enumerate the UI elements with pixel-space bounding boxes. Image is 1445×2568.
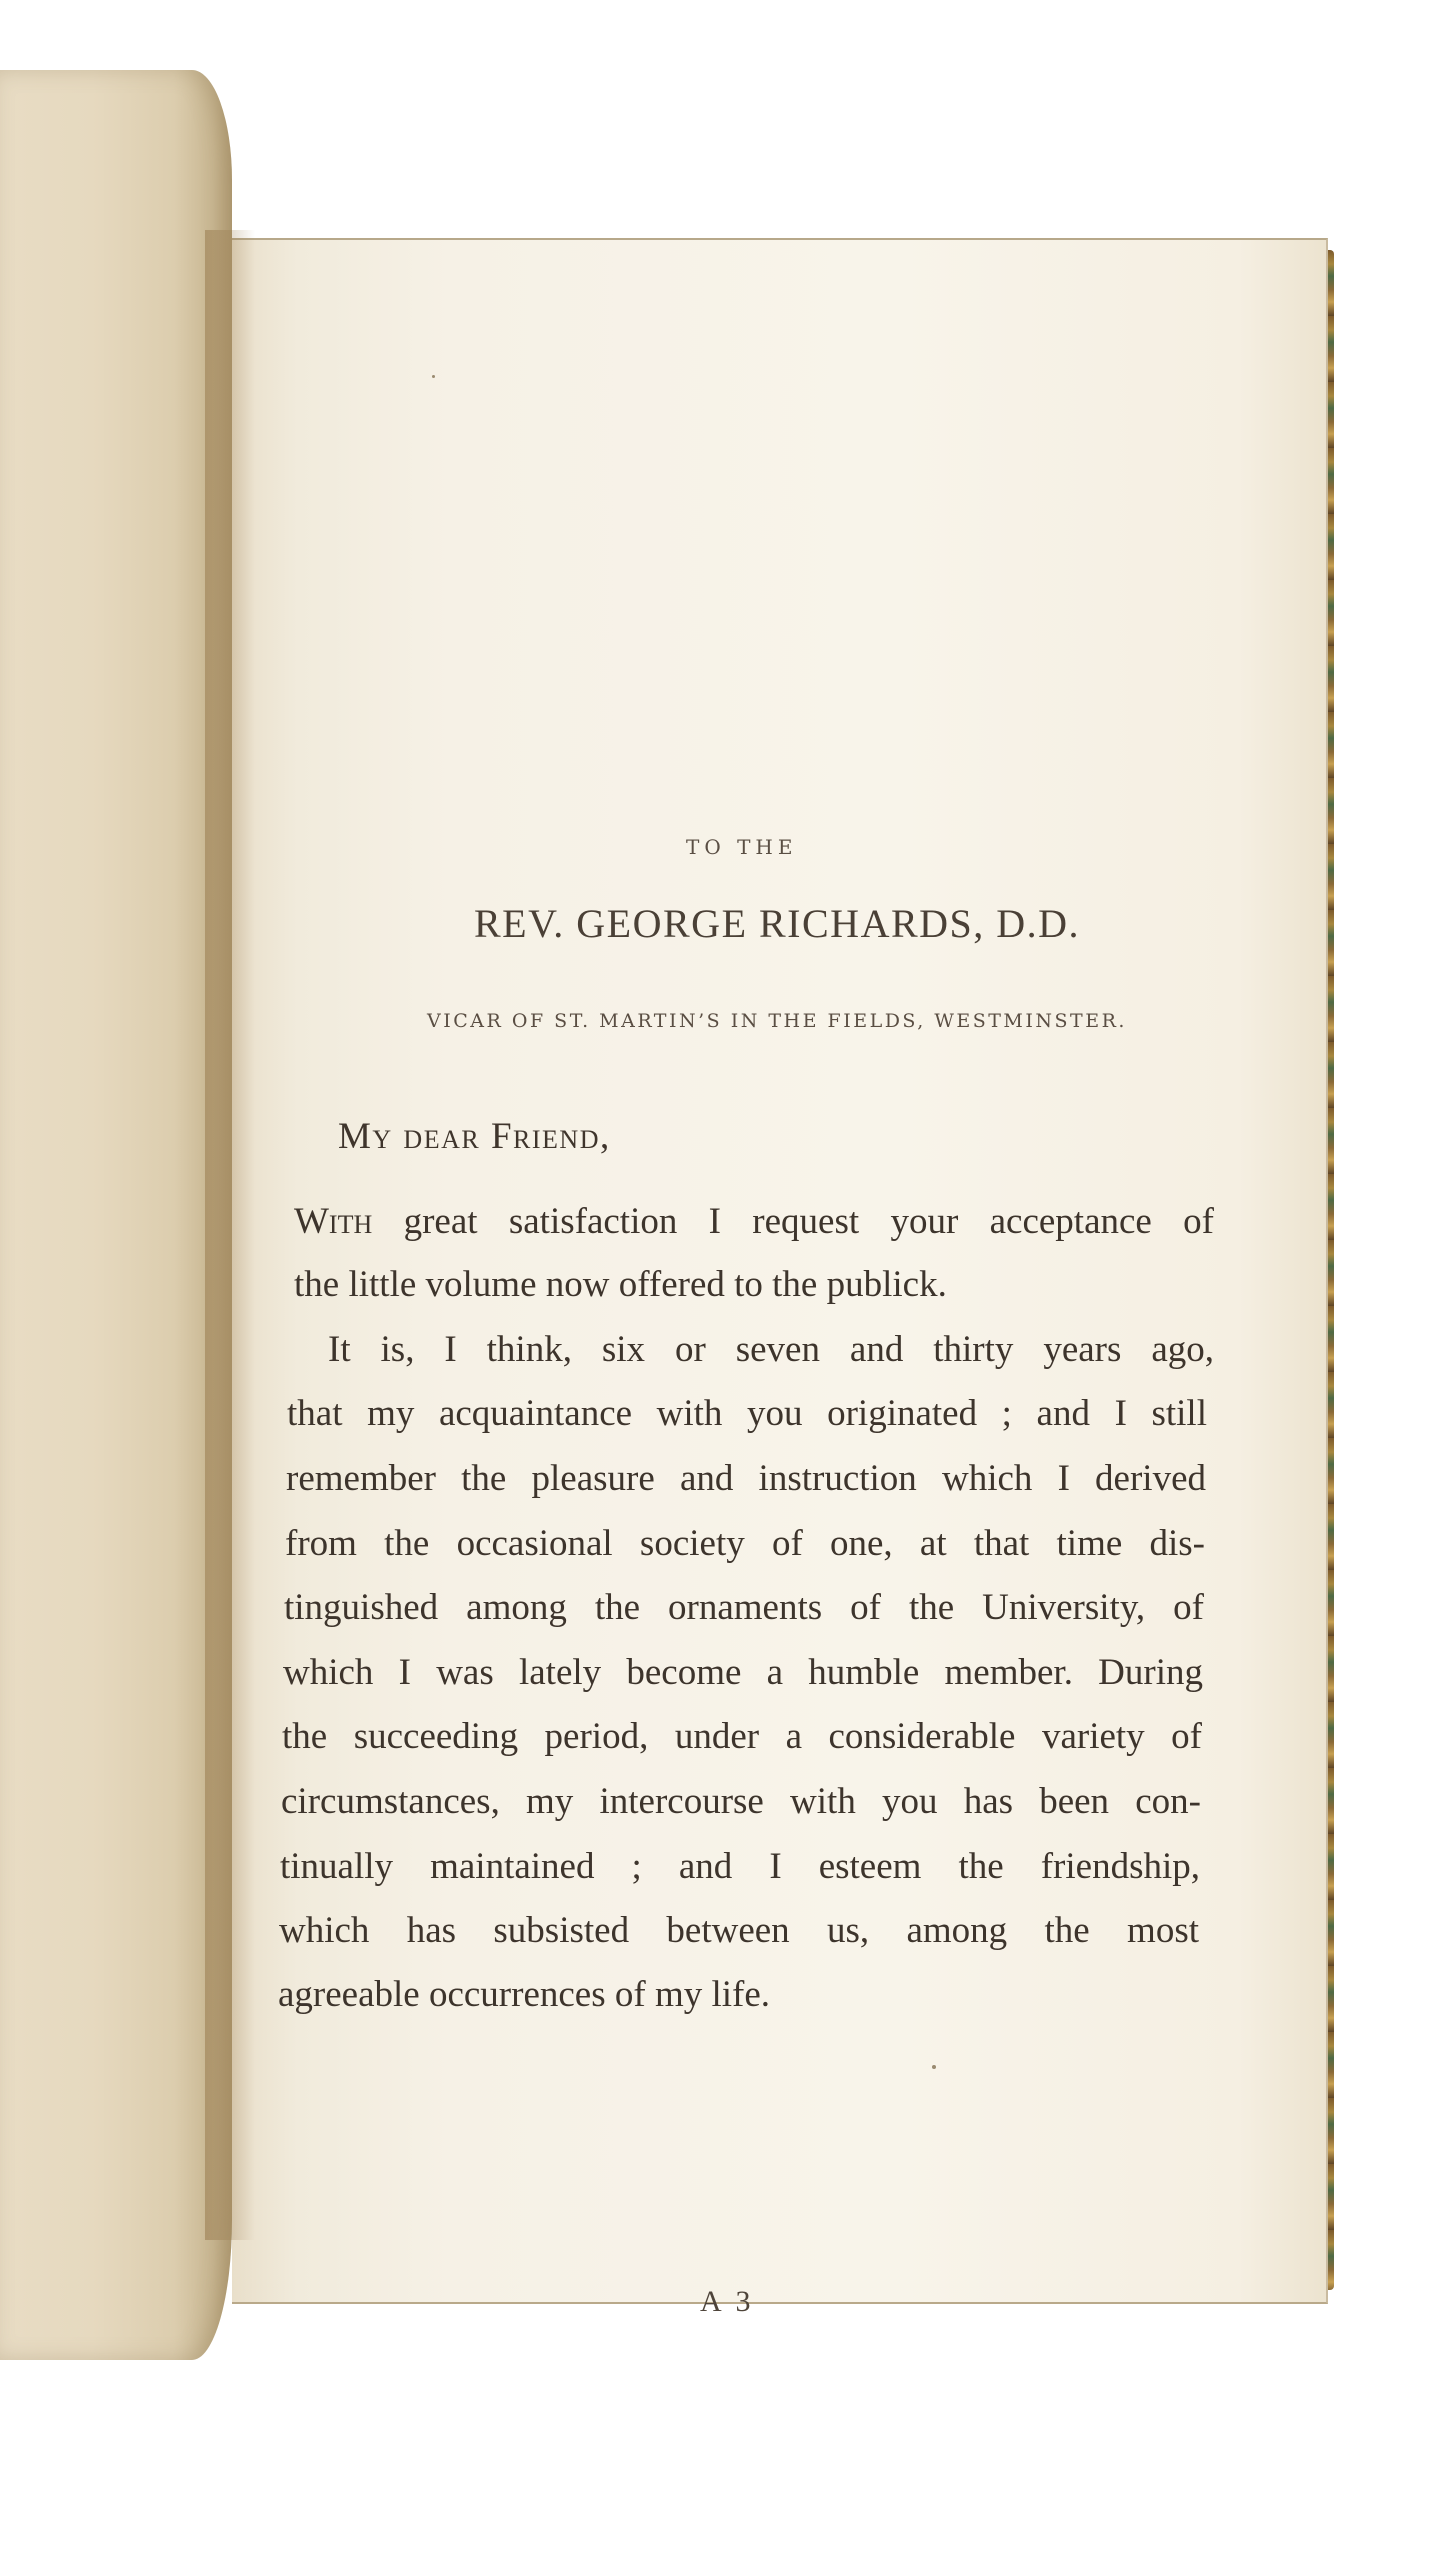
letter-line: from the occasional society of one, at that time dis- xyxy=(285,1523,1205,1564)
letter-line: that my acquaintance with you originated ; and I still xyxy=(287,1393,1207,1434)
letter-line: the little volume now offered to the publick. xyxy=(294,1264,947,1305)
letter-line: which has subsisted between us, among the most xyxy=(279,1910,1199,1951)
paper-speck xyxy=(932,2065,936,2069)
signature-mark: A 3 xyxy=(700,2285,755,2318)
letter-line: tinually maintained ; and I esteem the friendship, xyxy=(280,1846,1200,1887)
left-page xyxy=(0,70,232,2360)
letter-line xyxy=(294,1200,1214,1243)
letter-line: circumstances, my intercourse with you has been con- xyxy=(281,1781,1201,1822)
salutation: My dear Friend, xyxy=(338,1116,611,1157)
dedicatee-office: VICAR OF ST. MARTIN’S IN THE FIELDS, WESTMINSTER. xyxy=(427,1010,1127,1032)
opening-word: With xyxy=(294,1201,373,1242)
letter-line: tinguished among the ornaments of the University, of xyxy=(284,1587,1204,1628)
dedicatee-name: REV. GEORGE RICHARDS, D.D. xyxy=(473,901,1081,946)
letter-line: remember the pleasure and instruction which I derived xyxy=(286,1458,1206,1499)
right-page xyxy=(232,238,1328,2318)
letter-line: the succeeding period, under a considerable variety of xyxy=(282,1716,1202,1757)
gutter-shadow xyxy=(205,230,255,2240)
letter-line: It is, I think, six or seven and thirty years ago, xyxy=(328,1329,1214,1370)
letter-line: which I was lately become a humble member. During xyxy=(283,1652,1203,1693)
letter-line: agreeable occurrences of my life. xyxy=(278,1974,771,2015)
dedication-to-the: TO THE xyxy=(686,835,798,859)
paper-speck xyxy=(432,375,435,378)
letter-line-text: great satisfaction I request your acceptance of xyxy=(372,1201,1214,1242)
